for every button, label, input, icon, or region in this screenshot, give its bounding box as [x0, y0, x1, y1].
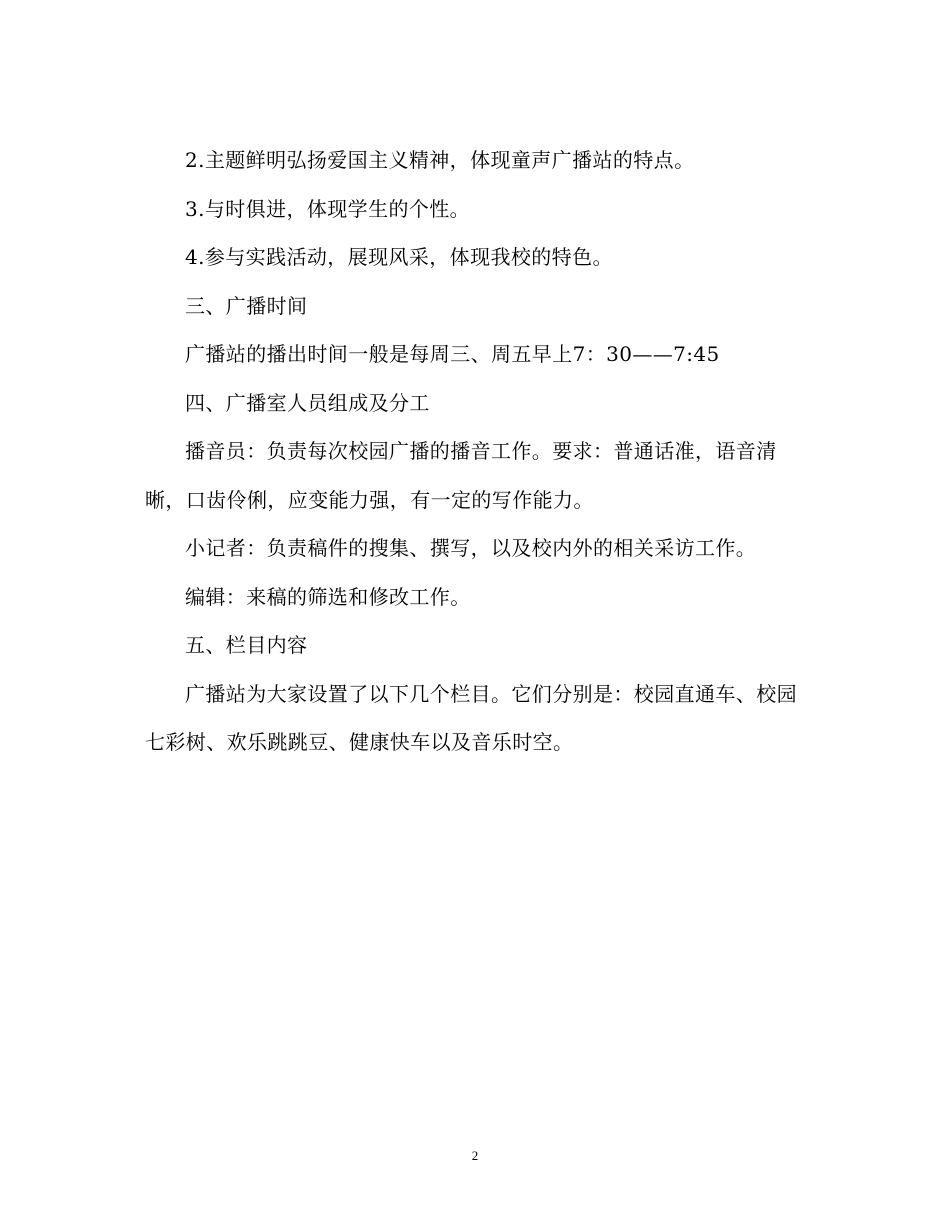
paragraph-reporter: 小记者：负责稿件的搜集、撰写，以及校内外的相关采访工作。: [185, 536, 757, 560]
page-number: 2: [471, 1148, 479, 1163]
paragraph-announcer: 播音员：负责每次校园广播的播音工作。要求：普通话准，语音清晰，口齿伶俐，应变能力强，有一定的写作能力。: [145, 439, 777, 512]
list-item-theme: 2.主题鲜明弘扬爱国主义精神，体现童声广播站的特点。: [185, 148, 695, 172]
list-item-personality: 3.与时俱进，体现学生的个性。: [185, 196, 471, 221]
list-item-practice: 4.参与实践活动，展现风采，体现我校的特色。: [185, 245, 613, 269]
paragraph-editor: 编辑：来稿的筛选和修改工作。: [185, 584, 471, 609]
section-heading-columns: 五、栏目内容: [185, 633, 308, 657]
paragraph-broadcast-time: 广播站的播出时间一般是每周三、周五早上7：30——7:45: [185, 342, 720, 366]
section-heading-broadcast-time: 三、广播时间: [185, 293, 308, 318]
document-body: [145, 136, 805, 767]
section-heading-staff: 四、广播室人员组成及分工: [185, 390, 430, 415]
paragraph-columns: 广播站为大家设置了以下几个栏目。它们分别是：校园直通车、校园七彩树、欢乐跳跳豆、健康快车以及音乐时空。: [145, 681, 797, 754]
